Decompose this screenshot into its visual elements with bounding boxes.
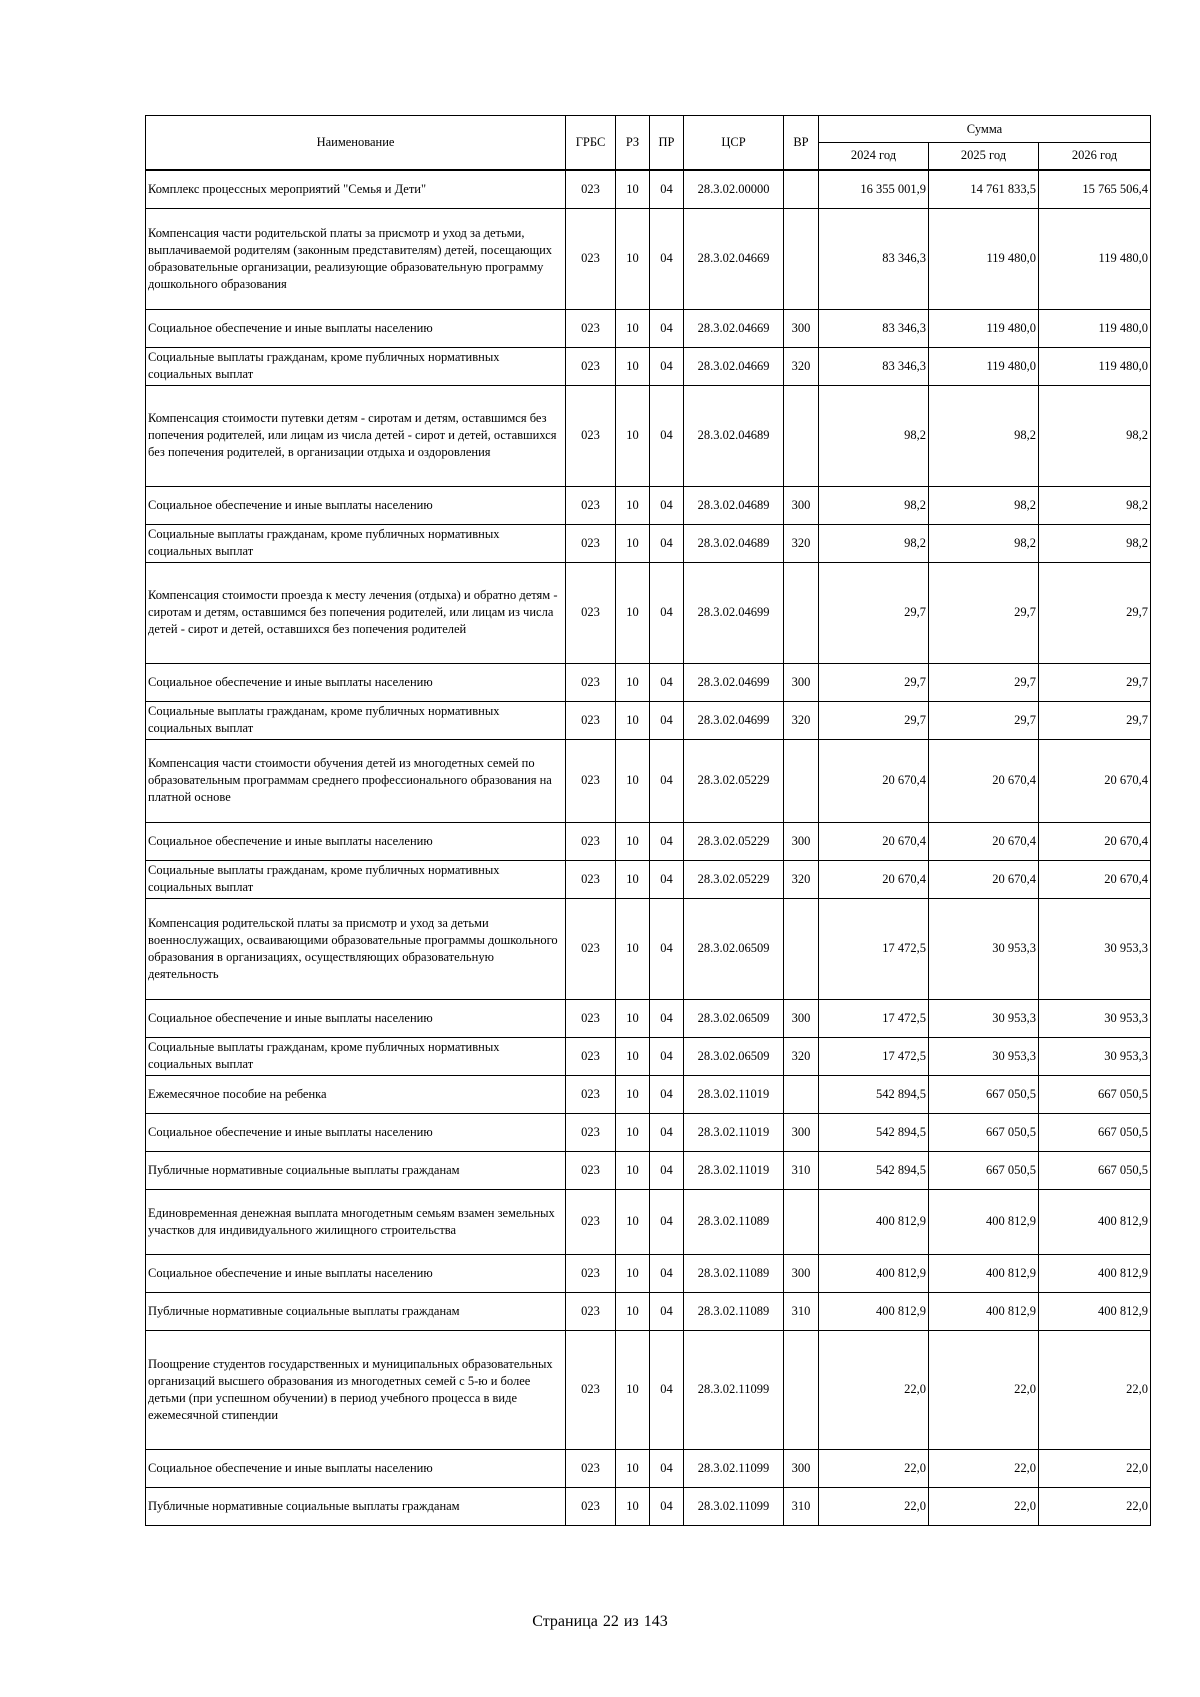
row-grbs: 023: [566, 1449, 616, 1487]
row-sum-2025: 20 670,4: [929, 822, 1039, 860]
row-sum-2026: 22,0: [1039, 1487, 1151, 1525]
row-sum-2025: 667 050,5: [929, 1151, 1039, 1189]
row-name: Компенсация части родительской платы за присмотр и уход за детьми, выплачиваемой родителям (законным представителям) детей, посещающих образовательные организации, реализующие образовательную программу дошкольного образования: [146, 208, 566, 309]
row-grbs: 023: [566, 524, 616, 562]
row-name: Социальные выплаты гражданам, кроме публичных нормативных социальных выплат: [146, 860, 566, 898]
row-sum-2024: 83 346,3: [819, 347, 929, 385]
table-row: [146, 999, 1151, 1037]
row-pr: 04: [650, 1075, 684, 1113]
row-sum-2026: 20 670,4: [1039, 822, 1151, 860]
row-sum-2024: 400 812,9: [819, 1292, 929, 1330]
row-csr: 28.3.02.11089: [684, 1254, 784, 1292]
row-sum-2026: 667 050,5: [1039, 1113, 1151, 1151]
row-sum-2026: 400 812,9: [1039, 1254, 1151, 1292]
row-grbs: 023: [566, 309, 616, 347]
page-label: Страница: [532, 1613, 598, 1630]
row-sum-2024: 542 894,5: [819, 1151, 929, 1189]
row-name: Публичные нормативные социальные выплаты гражданам: [146, 1151, 566, 1189]
header-year-2024: 2024 год: [819, 143, 929, 170]
row-name: Компенсация родительской платы за присмотр и уход за детьми военнослужащих, осваивающими образовательные программы дошкольного образования в организациях, осуществляющих образовательную деятельность: [146, 898, 566, 999]
table-row: [146, 208, 1151, 309]
row-sum-2025: 119 480,0: [929, 347, 1039, 385]
row-grbs: 023: [566, 1330, 616, 1449]
row-csr: 28.3.02.11099: [684, 1487, 784, 1525]
row-name: Социальное обеспечение и иные выплаты населению: [146, 309, 566, 347]
row-sum-2024: 98,2: [819, 486, 929, 524]
row-csr: 28.3.02.06509: [684, 898, 784, 999]
row-name: Публичные нормативные социальные выплаты гражданам: [146, 1487, 566, 1525]
row-sum-2026: 20 670,4: [1039, 739, 1151, 822]
row-grbs: 023: [566, 347, 616, 385]
row-sum-2026: 22,0: [1039, 1449, 1151, 1487]
row-sum-2026: 30 953,3: [1039, 1037, 1151, 1075]
page-total: 143: [643, 1613, 668, 1630]
row-rz: 10: [616, 1330, 650, 1449]
row-sum-2026: 15 765 506,4: [1039, 170, 1151, 209]
row-sum-2026: 667 050,5: [1039, 1151, 1151, 1189]
row-rz: 10: [616, 1449, 650, 1487]
row-grbs: 023: [566, 1151, 616, 1189]
table-row: [146, 1487, 1151, 1525]
row-sum-2026: 400 812,9: [1039, 1189, 1151, 1254]
row-sum-2026: 400 812,9: [1039, 1292, 1151, 1330]
row-name: Социальное обеспечение и иные выплаты населению: [146, 999, 566, 1037]
row-pr: 04: [650, 999, 684, 1037]
row-vr: 300: [784, 999, 819, 1037]
row-sum-2024: 98,2: [819, 385, 929, 486]
table-row: [146, 1449, 1151, 1487]
row-vr: 300: [784, 1254, 819, 1292]
row-sum-2024: 542 894,5: [819, 1075, 929, 1113]
row-sum-2025: 14 761 833,5: [929, 170, 1039, 209]
row-sum-2024: 22,0: [819, 1449, 929, 1487]
row-grbs: 023: [566, 663, 616, 701]
row-sum-2025: 29,7: [929, 701, 1039, 739]
header-pr: ПР: [650, 116, 684, 170]
row-sum-2026: 98,2: [1039, 524, 1151, 562]
row-sum-2024: 400 812,9: [819, 1189, 929, 1254]
row-sum-2024: 83 346,3: [819, 309, 929, 347]
table-row: [146, 486, 1151, 524]
row-vr: 300: [784, 309, 819, 347]
row-grbs: 023: [566, 701, 616, 739]
row-name: Социальное обеспечение и иные выплаты населению: [146, 663, 566, 701]
row-pr: 04: [650, 1151, 684, 1189]
row-sum-2025: 98,2: [929, 385, 1039, 486]
header-year-2025: 2025 год: [929, 143, 1039, 170]
row-csr: 28.3.02.04689: [684, 486, 784, 524]
row-sum-2025: 667 050,5: [929, 1113, 1039, 1151]
row-grbs: 023: [566, 562, 616, 663]
row-vr: [784, 898, 819, 999]
row-pr: 04: [650, 170, 684, 209]
row-sum-2026: 119 480,0: [1039, 208, 1151, 309]
row-grbs: 023: [566, 1075, 616, 1113]
row-sum-2025: 667 050,5: [929, 1075, 1039, 1113]
row-grbs: 023: [566, 1037, 616, 1075]
table-row: [146, 1254, 1151, 1292]
row-grbs: 023: [566, 1292, 616, 1330]
row-sum-2025: 98,2: [929, 486, 1039, 524]
row-sum-2024: 83 346,3: [819, 208, 929, 309]
row-rz: 10: [616, 860, 650, 898]
row-name: Поощрение студентов государственных и муниципальных образовательных организаций высшего образования из многодетных семей с 5-ю и более детьми (при успешном обучении) в период учебного процесса в виде ежемесячной стипендии: [146, 1330, 566, 1449]
row-pr: 04: [650, 701, 684, 739]
row-name: Компенсация стоимости проезда к месту лечения (отдыха) и обратно детям - сиротам и детям, оставшимся без попечения родителей, или лицам из числа детей - сирот и детей, оставшихся без попечения родителей: [146, 562, 566, 663]
row-csr: 28.3.02.05229: [684, 860, 784, 898]
row-sum-2026: 22,0: [1039, 1330, 1151, 1449]
row-sum-2026: 98,2: [1039, 486, 1151, 524]
row-grbs: 023: [566, 1487, 616, 1525]
header-name: Наименование: [146, 116, 566, 170]
row-csr: 28.3.02.00000: [684, 170, 784, 209]
row-sum-2024: 542 894,5: [819, 1113, 929, 1151]
row-rz: 10: [616, 1487, 650, 1525]
row-name: Социальные выплаты гражданам, кроме публичных нормативных социальных выплат: [146, 701, 566, 739]
row-grbs: 023: [566, 822, 616, 860]
row-csr: 28.3.02.04669: [684, 309, 784, 347]
row-name: Социальное обеспечение и иные выплаты населению: [146, 486, 566, 524]
row-name: Социальное обеспечение и иные выплаты населению: [146, 822, 566, 860]
table-row: [146, 739, 1151, 822]
row-vr: 320: [784, 347, 819, 385]
header-grbs: ГРБС: [566, 116, 616, 170]
row-sum-2026: 119 480,0: [1039, 309, 1151, 347]
row-rz: 10: [616, 1075, 650, 1113]
table-row: [146, 309, 1151, 347]
row-vr: 320: [784, 1037, 819, 1075]
row-grbs: 023: [566, 860, 616, 898]
row-vr: [784, 1330, 819, 1449]
row-rz: 10: [616, 1151, 650, 1189]
row-sum-2025: 400 812,9: [929, 1189, 1039, 1254]
row-pr: 04: [650, 1292, 684, 1330]
row-pr: 04: [650, 562, 684, 663]
row-csr: 28.3.02.04699: [684, 701, 784, 739]
row-rz: 10: [616, 663, 650, 701]
row-pr: 04: [650, 1189, 684, 1254]
row-sum-2025: 22,0: [929, 1330, 1039, 1449]
row-sum-2025: 400 812,9: [929, 1292, 1039, 1330]
row-pr: 04: [650, 1254, 684, 1292]
row-rz: 10: [616, 562, 650, 663]
row-sum-2024: 17 472,5: [819, 1037, 929, 1075]
row-vr: 320: [784, 860, 819, 898]
row-sum-2026: 98,2: [1039, 385, 1151, 486]
row-sum-2024: 17 472,5: [819, 898, 929, 999]
row-rz: 10: [616, 1254, 650, 1292]
row-sum-2025: 30 953,3: [929, 898, 1039, 999]
table-row: [146, 385, 1151, 486]
page-footer: [0, 1613, 1200, 1631]
row-pr: 04: [650, 309, 684, 347]
row-rz: 10: [616, 1037, 650, 1075]
row-grbs: 023: [566, 486, 616, 524]
row-sum-2024: 20 670,4: [819, 822, 929, 860]
row-grbs: 023: [566, 999, 616, 1037]
row-pr: 04: [650, 898, 684, 999]
row-rz: 10: [616, 1292, 650, 1330]
table-row: [146, 860, 1151, 898]
row-csr: 28.3.02.11099: [684, 1449, 784, 1487]
row-rz: 10: [616, 347, 650, 385]
row-grbs: 023: [566, 170, 616, 209]
row-rz: 10: [616, 524, 650, 562]
row-grbs: 023: [566, 1113, 616, 1151]
row-pr: 04: [650, 822, 684, 860]
row-pr: 04: [650, 739, 684, 822]
row-rz: 10: [616, 385, 650, 486]
row-name: Социальные выплаты гражданам, кроме публичных нормативных социальных выплат: [146, 1037, 566, 1075]
row-csr: 28.3.02.04669: [684, 208, 784, 309]
row-sum-2025: 119 480,0: [929, 309, 1039, 347]
budget-table: [145, 115, 1151, 1526]
row-vr: 300: [784, 1113, 819, 1151]
row-rz: 10: [616, 898, 650, 999]
header-vr: ВР: [784, 116, 819, 170]
row-pr: 04: [650, 860, 684, 898]
row-sum-2026: 29,7: [1039, 701, 1151, 739]
row-sum-2024: 29,7: [819, 701, 929, 739]
row-grbs: 023: [566, 1189, 616, 1254]
row-name: Социальное обеспечение и иные выплаты населению: [146, 1449, 566, 1487]
row-vr: [784, 739, 819, 822]
table-body: [146, 170, 1151, 1526]
row-grbs: 023: [566, 208, 616, 309]
row-name: Комплекс процессных мероприятий "Семья и Дети": [146, 170, 566, 209]
row-sum-2024: 29,7: [819, 562, 929, 663]
row-csr: 28.3.02.11089: [684, 1189, 784, 1254]
row-name: Компенсация стоимости путевки детям - сиротам и детям, оставшимся без попечения родителей, или лицам из числа детей - сирот и детей, оставшихся без попечения родителей, в организации отдыха и оздоровления: [146, 385, 566, 486]
row-rz: 10: [616, 739, 650, 822]
row-csr: 28.3.02.06509: [684, 1037, 784, 1075]
row-pr: 04: [650, 1037, 684, 1075]
row-csr: 28.3.02.11099: [684, 1330, 784, 1449]
table-row: [146, 1189, 1151, 1254]
row-sum-2026: 29,7: [1039, 562, 1151, 663]
row-sum-2025: 29,7: [929, 663, 1039, 701]
row-name: Компенсация части стоимости обучения детей из многодетных семей по образовательным программам среднего профессионального образования на платной основе: [146, 739, 566, 822]
row-grbs: 023: [566, 385, 616, 486]
page-number: 22: [602, 1613, 619, 1630]
row-name: Ежемесячное пособие на ребенка: [146, 1075, 566, 1113]
row-csr: 28.3.02.04699: [684, 562, 784, 663]
header-csr: ЦСР: [684, 116, 784, 170]
row-csr: 28.3.02.04689: [684, 385, 784, 486]
row-sum-2024: 400 812,9: [819, 1254, 929, 1292]
row-sum-2024: 16 355 001,9: [819, 170, 929, 209]
table-row: [146, 524, 1151, 562]
row-vr: [784, 562, 819, 663]
row-vr: 310: [784, 1292, 819, 1330]
row-name: Единовременная денежная выплата многодетным семьям взамен земельных участков для индивидуального жилищного строительства: [146, 1189, 566, 1254]
row-vr: 310: [784, 1487, 819, 1525]
row-name: Публичные нормативные социальные выплаты гражданам: [146, 1292, 566, 1330]
table-row: [146, 663, 1151, 701]
row-sum-2025: 30 953,3: [929, 999, 1039, 1037]
row-csr: 28.3.02.11089: [684, 1292, 784, 1330]
row-sum-2024: 98,2: [819, 524, 929, 562]
row-csr: 28.3.02.04669: [684, 347, 784, 385]
row-csr: 28.3.02.04699: [684, 663, 784, 701]
row-csr: 28.3.02.11019: [684, 1151, 784, 1189]
row-pr: 04: [650, 1330, 684, 1449]
row-pr: 04: [650, 663, 684, 701]
table-row: [146, 701, 1151, 739]
row-rz: 10: [616, 486, 650, 524]
row-vr: 300: [784, 486, 819, 524]
row-sum-2024: 20 670,4: [819, 739, 929, 822]
row-vr: [784, 208, 819, 309]
row-sum-2025: 22,0: [929, 1449, 1039, 1487]
row-csr: 28.3.02.05229: [684, 739, 784, 822]
row-sum-2026: 20 670,4: [1039, 860, 1151, 898]
row-sum-2025: 119 480,0: [929, 208, 1039, 309]
table-row: [146, 1113, 1151, 1151]
row-name: Социальное обеспечение и иные выплаты населению: [146, 1113, 566, 1151]
row-pr: 04: [650, 385, 684, 486]
table-row: [146, 562, 1151, 663]
row-name: Социальные выплаты гражданам, кроме публичных нормативных социальных выплат: [146, 524, 566, 562]
table-row: [146, 898, 1151, 999]
table-row: [146, 170, 1151, 209]
row-rz: 10: [616, 701, 650, 739]
row-sum-2024: 22,0: [819, 1330, 929, 1449]
row-csr: 28.3.02.11019: [684, 1113, 784, 1151]
row-rz: 10: [616, 822, 650, 860]
row-rz: 10: [616, 170, 650, 209]
row-vr: [784, 1189, 819, 1254]
table-row: [146, 1151, 1151, 1189]
row-sum-2024: 22,0: [819, 1487, 929, 1525]
table-row: [146, 1292, 1151, 1330]
header-rz: РЗ: [616, 116, 650, 170]
row-vr: 320: [784, 701, 819, 739]
row-pr: 04: [650, 347, 684, 385]
row-sum-2025: 22,0: [929, 1487, 1039, 1525]
row-sum-2025: 29,7: [929, 562, 1039, 663]
row-vr: 300: [784, 822, 819, 860]
row-pr: 04: [650, 208, 684, 309]
row-sum-2026: 667 050,5: [1039, 1075, 1151, 1113]
row-vr: [784, 1075, 819, 1113]
row-vr: 300: [784, 663, 819, 701]
row-pr: 04: [650, 1113, 684, 1151]
row-rz: 10: [616, 309, 650, 347]
row-sum-2025: 20 670,4: [929, 739, 1039, 822]
row-rz: 10: [616, 208, 650, 309]
row-sum-2025: 20 670,4: [929, 860, 1039, 898]
row-sum-2026: 30 953,3: [1039, 898, 1151, 999]
row-vr: [784, 385, 819, 486]
row-csr: 28.3.02.11019: [684, 1075, 784, 1113]
row-grbs: 023: [566, 1254, 616, 1292]
table-row: [146, 347, 1151, 385]
row-sum-2025: 30 953,3: [929, 1037, 1039, 1075]
row-vr: 310: [784, 1151, 819, 1189]
header-year-2026: 2026 год: [1039, 143, 1151, 170]
row-sum-2024: 20 670,4: [819, 860, 929, 898]
row-pr: 04: [650, 486, 684, 524]
row-grbs: 023: [566, 898, 616, 999]
table-row: [146, 1330, 1151, 1449]
row-name: Социальные выплаты гражданам, кроме публичных нормативных социальных выплат: [146, 347, 566, 385]
row-pr: 04: [650, 524, 684, 562]
row-sum-2025: 98,2: [929, 524, 1039, 562]
row-sum-2024: 17 472,5: [819, 999, 929, 1037]
table-row: [146, 1075, 1151, 1113]
row-rz: 10: [616, 1113, 650, 1151]
row-sum-2026: 29,7: [1039, 663, 1151, 701]
header-sum: Сумма: [819, 116, 1151, 143]
row-name: Социальное обеспечение и иные выплаты населению: [146, 1254, 566, 1292]
row-sum-2026: 119 480,0: [1039, 347, 1151, 385]
row-pr: 04: [650, 1487, 684, 1525]
row-csr: 28.3.02.06509: [684, 999, 784, 1037]
table-row: [146, 1037, 1151, 1075]
row-rz: 10: [616, 999, 650, 1037]
row-vr: 300: [784, 1449, 819, 1487]
row-vr: 320: [784, 524, 819, 562]
row-rz: 10: [616, 1189, 650, 1254]
row-csr: 28.3.02.04689: [684, 524, 784, 562]
row-csr: 28.3.02.05229: [684, 822, 784, 860]
row-grbs: 023: [566, 739, 616, 822]
page-of: из: [623, 1613, 639, 1630]
row-sum-2026: 30 953,3: [1039, 999, 1151, 1037]
row-vr: [784, 170, 819, 209]
row-sum-2024: 29,7: [819, 663, 929, 701]
row-pr: 04: [650, 1449, 684, 1487]
row-sum-2025: 400 812,9: [929, 1254, 1039, 1292]
table-row: [146, 822, 1151, 860]
